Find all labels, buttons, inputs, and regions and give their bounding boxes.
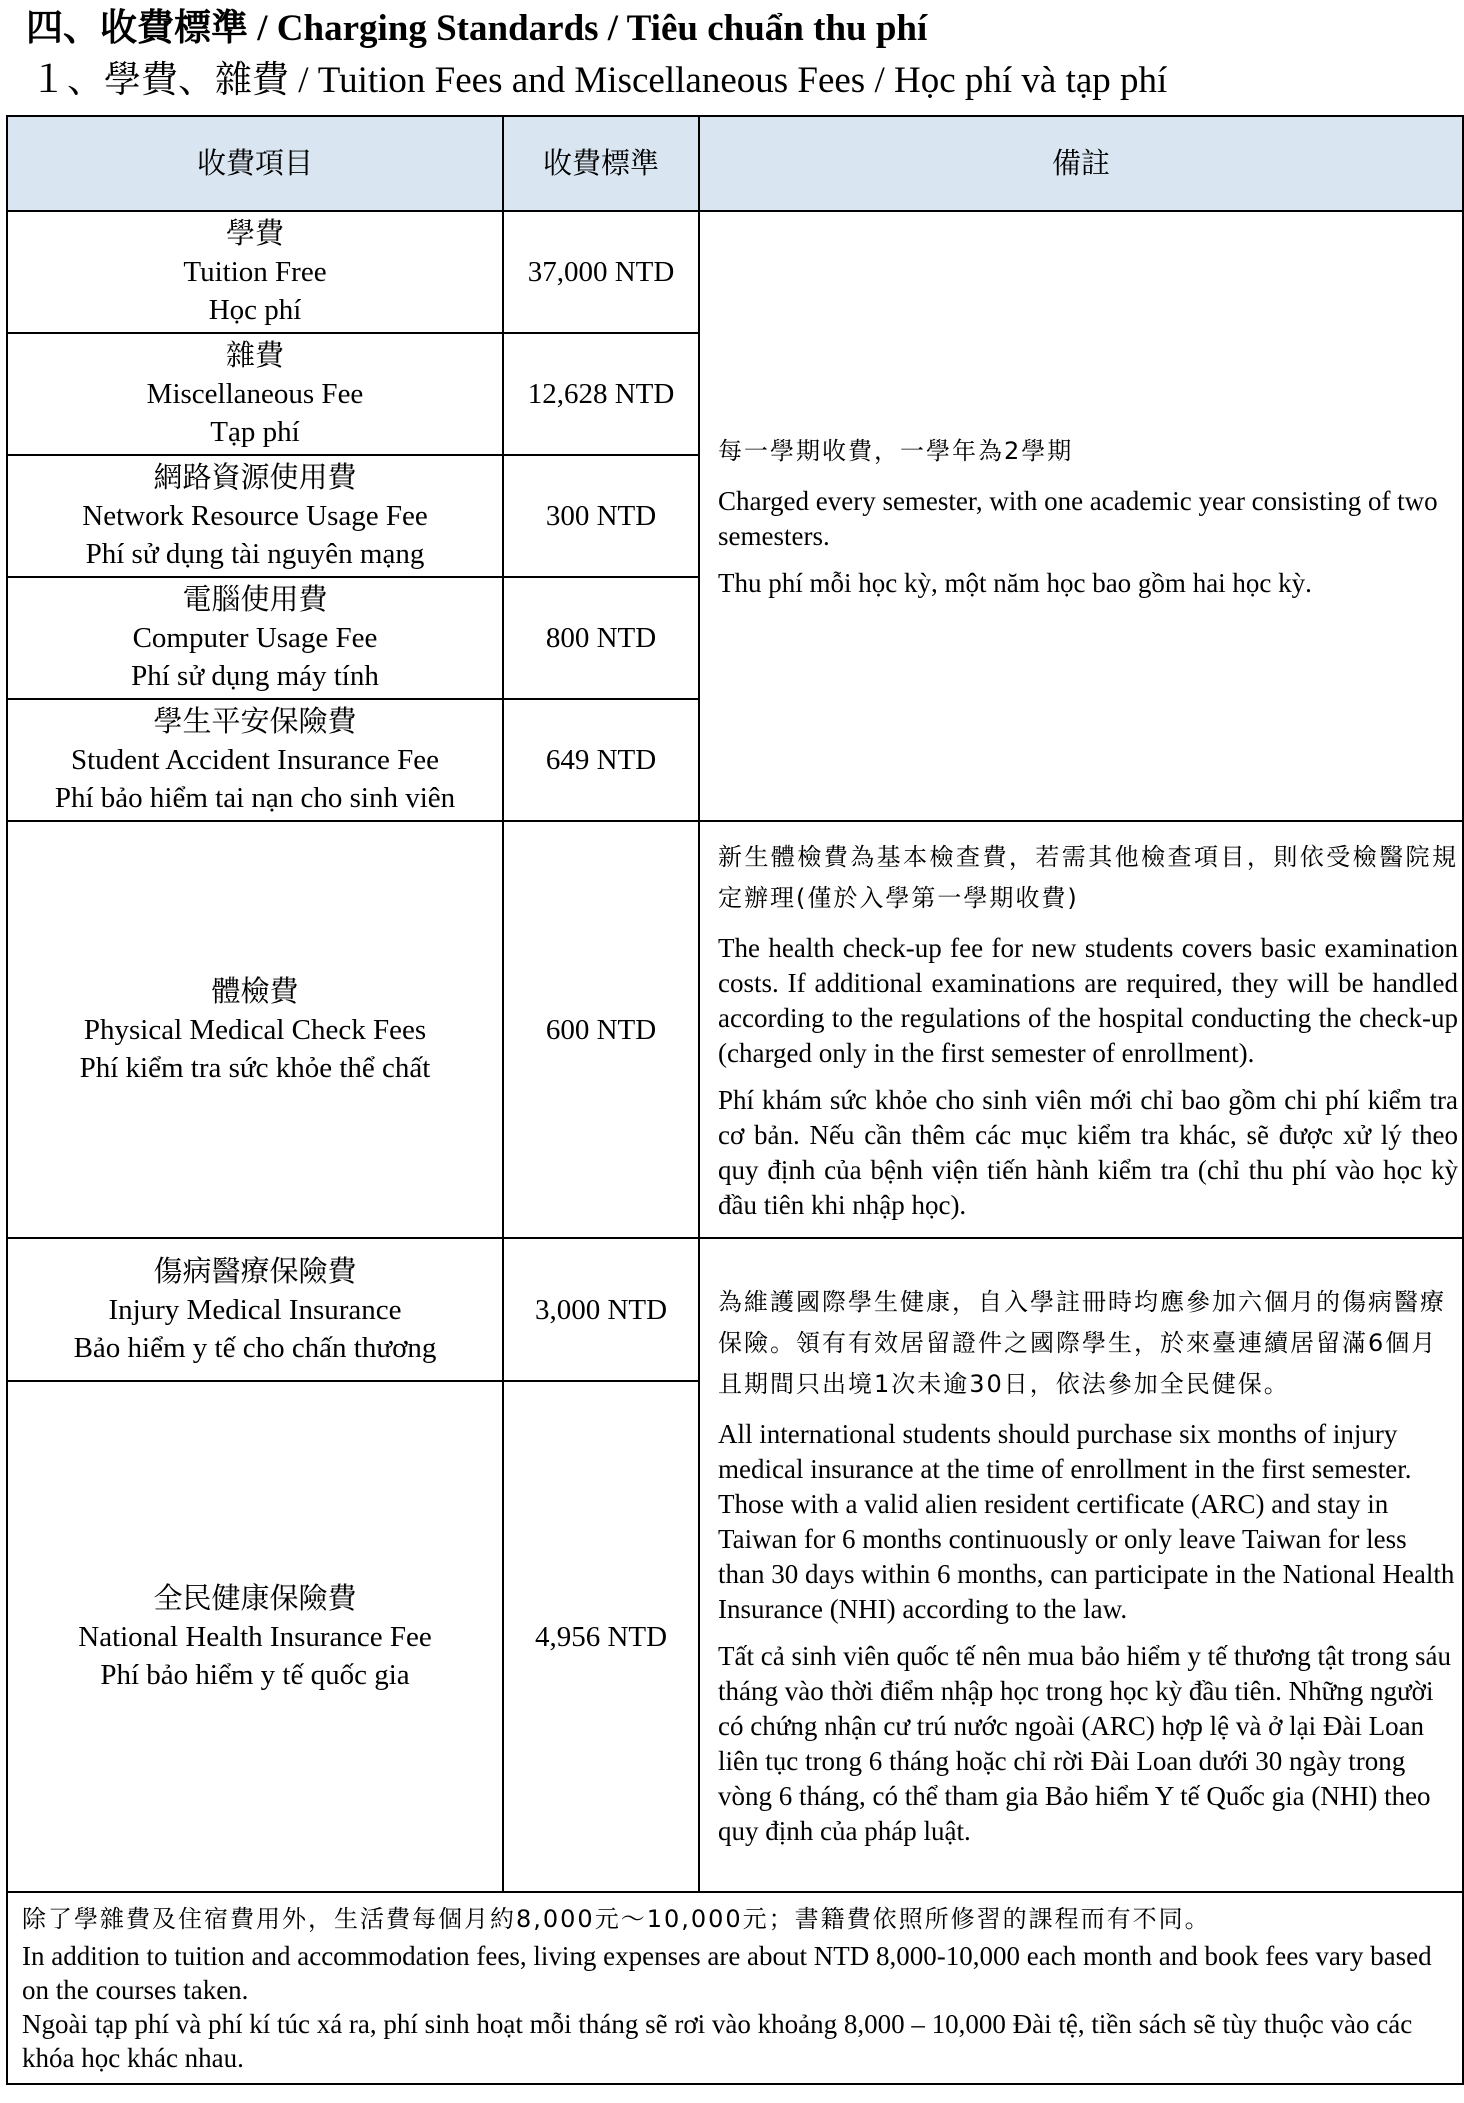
fee-item-cell (7, 1381, 503, 1892)
remark-vi: Thu phí mỗi học kỳ, một năm học bao gồm hai học kỳ. (718, 568, 1312, 598)
remark-semester (699, 211, 1463, 821)
fee-item-vi: Phí kiểm tra sức khỏe thể chất (79, 1051, 431, 1084)
remark-vi: Tất cả sinh viên quốc tế nên mua bảo hiểm y tế thương tật trong sáu tháng vào thời điểm nhập học trong học kỳ đầu tiên. Những người có chứng nhận cư trú nước ngoài (ARC) hợp lệ và ở lại Đài Loan liên tục trong 6 tháng hoặc chỉ rời Đài Loan dưới 30 ngày trong vòng 6 tháng, có thể tham gia Bảo hiểm Y tế Quốc gia (NHI) theo quy định của pháp luật. (718, 1640, 1451, 1846)
remark-zh: 每一學期收費，一學年為2學期 (718, 437, 1074, 465)
fee-amount: 649 NTD (503, 699, 699, 821)
fee-item-vi: Tạp phí (210, 416, 300, 448)
fee-item-zh: 體檢費 (211, 975, 299, 1008)
header-fee-standard: 收費標準 (503, 116, 699, 211)
fee-amount: 600 NTD (503, 821, 699, 1238)
fee-item-cell (7, 1238, 503, 1381)
remark-en: Charged every semester, with one academic year consisting of two semesters. (718, 486, 1438, 551)
fee-amount: 12,628 NTD (503, 333, 699, 455)
remark-en: The health check-up fee for new students covers basic examination costs. If additional examinations are required, they will be handled according to the regulations of the hospital conducting the check-up (charged only in the first semester of enrollment). (718, 932, 1458, 1068)
table-header-row (7, 116, 1463, 211)
fee-item-cell (7, 699, 503, 821)
fee-item-zh: 學生平安保險費 (153, 706, 357, 738)
footer-en: In addition to tuition and accommodation fees, living expenses are about NTD 8,000-10,000 each month and book fees vary based on the courses taken. (22, 1941, 1432, 2005)
remark-checkup (699, 821, 1463, 1238)
fee-item-cell (7, 577, 503, 699)
fee-item-zh: 電腦使用費 (182, 584, 328, 616)
header-remarks: 備註 (699, 116, 1463, 211)
fee-amount: 3,000 NTD (503, 1238, 699, 1381)
fee-item-en: Student Accident Insurance Fee (70, 744, 440, 776)
fee-item-zh: 學費 (225, 218, 284, 250)
remark-vi: Phí khám sức khỏe cho sinh viên mới chỉ bao gồm chi phí kiểm tra cơ bản. Nếu cần thêm các mục kiểm tra khác, sẽ được xử lý theo quy định của bệnh viện tiến hành kiểm tra (chỉ thu phí vào học kỳ đầu tiên khi nhập học). (718, 1084, 1458, 1220)
fee-item-cell (7, 821, 503, 1238)
fee-item-en: Injury Medical Insurance (108, 1293, 402, 1326)
footer-zh: 除了學雜費及住宿費用外，生活費每個月約8,000元～10,000元；書籍費依照所修習的課程而有不同。 (22, 1905, 1211, 1933)
fee-amount: 37,000 NTD (503, 211, 699, 333)
fee-item-en: Tuition Free (183, 256, 327, 288)
fee-item-zh: 網路資源使用費 (153, 462, 357, 494)
section-subtitle: １、學費、雜費 / Tuition Fees and Miscellaneous Fees / Học phí và tạp phí (30, 60, 1168, 101)
fee-item-en: Network Resource Usage Fee (82, 500, 428, 532)
remark-insurance (699, 1238, 1463, 1892)
table-row (7, 211, 1463, 333)
fee-item-en: National Health Insurance Fee (78, 1620, 432, 1653)
table-row (7, 1238, 1463, 1381)
footer-vi: Ngoài tạp phí và phí kí túc xá ra, phí sinh hoạt mỗi tháng sẽ rơi vào khoảng 8,000 – 10,000 Đài tệ, tiền sách sẽ tùy thuộc vào các khóa học khác nhau. (22, 2009, 1413, 2073)
footer-note (7, 1892, 1463, 2084)
remark-zh: 為維護國際學生健康，自入學註冊時均應參加六個月的傷病醫療保險。領有有效居留證件之國際學生，於來臺連續居留滿6個月且期間只出境1次未逾30日，依法參加全民健保。 (718, 1287, 1446, 1398)
fee-amount: 800 NTD (503, 577, 699, 699)
fee-item-en: Physical Medical Check Fees (83, 1013, 427, 1046)
fee-item-en: Miscellaneous Fee (146, 378, 364, 410)
fee-amount: 4,956 NTD (503, 1381, 699, 1892)
table-row (7, 821, 1463, 1238)
fee-table (6, 115, 1464, 2085)
fee-item-zh: 傷病醫療保險費 (153, 1255, 357, 1288)
remark-en: All international students should purchase six months of injury medical insurance at the time of enrollment in the first semester. Those with a valid alien resident certificate (ARC) and stay in Taiwan for 6 months continuously or only leave Taiwan for less than 30 days within 6 months, can participate in the National Health Insurance (NHI) according to the law. (718, 1418, 1455, 1624)
fee-item-vi: Phí sử dụng tài nguyên mạng (85, 538, 425, 570)
fee-item-en: Computer Usage Fee (132, 622, 378, 654)
fee-item-zh: 雜費 (225, 340, 284, 372)
fee-amount: 300 NTD (503, 455, 699, 577)
fee-item-zh: 全民健康保險費 (153, 1582, 357, 1615)
fee-item-vi: Phí bảo hiểm y tế quốc gia (100, 1658, 410, 1691)
remark-zh: 新生體檢費為基本檢查費，若需其他檢查項目，則依受檢醫院規定辦理(僅於入學第一學期收費) (718, 842, 1458, 912)
fee-item-vi: Học phí (208, 294, 302, 326)
fee-item-vi: Phí bảo hiểm tai nạn cho sinh viên (54, 782, 456, 814)
fee-item-vi: Phí sử dụng máy tính (131, 660, 379, 692)
fee-item-cell (7, 333, 503, 455)
header-fee-item: 收費項目 (7, 116, 503, 211)
page-title: 四、收費標準 / Charging Standards / Tiêu chuẩn thu phí (26, 8, 928, 49)
fee-item-vi: Bảo hiểm y tế cho chấn thương (73, 1331, 437, 1364)
table-footer-row (7, 1892, 1463, 2084)
fee-item-cell (7, 455, 503, 577)
fee-item-cell (7, 211, 503, 333)
